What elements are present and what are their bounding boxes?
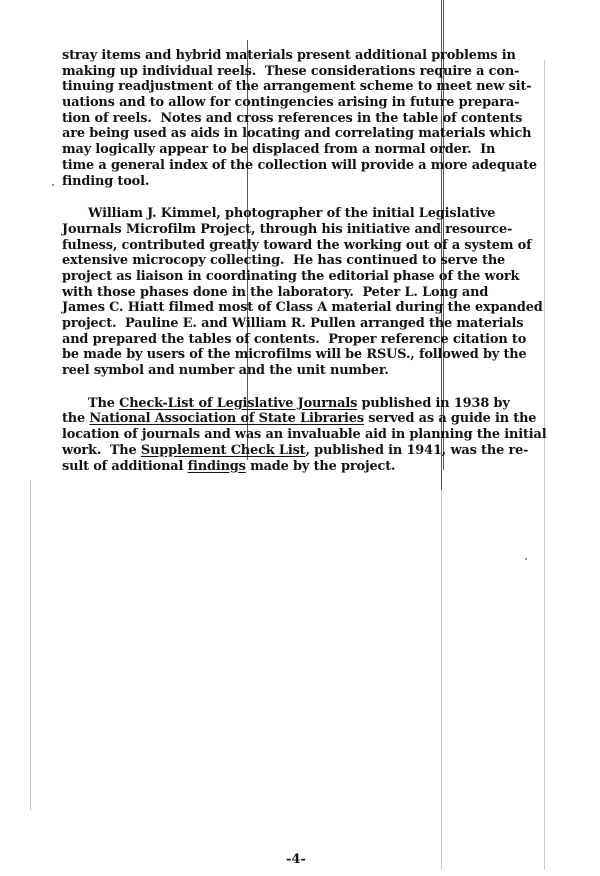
scan-speck	[52, 184, 54, 186]
supplement-title: Supplement Check List	[140, 442, 306, 458]
text-line: project as liaison in coordinating the editorial phase of the work	[62, 268, 520, 284]
text-line: William J. Kimmel, photographer of the initial Legislative	[62, 206, 496, 222]
text-line: finding tool.	[62, 173, 150, 189]
underlined-word: findings	[187, 458, 246, 474]
text-line: making up individual reels. These considerations require a con-	[62, 63, 520, 79]
checklist-title: Check-List of Legislative Journals	[119, 395, 358, 411]
paragraph-1	[62, 48, 570, 189]
text-span: published in 1938 by	[357, 395, 510, 411]
text-line: James C. Hiatt filmed most of Class A material during the expanded	[62, 300, 543, 316]
text-line: stray items and hybrid materials present additional problems in	[62, 48, 516, 63]
text-line: with those phases done in the laboratory. Peter L. Long and	[62, 284, 489, 300]
text-line: tion of reels. Notes and cross references in the table of contents	[62, 110, 523, 126]
text-span: sult of additional	[62, 458, 188, 474]
text-line: time a general index of the collection will provide a more adequate	[62, 157, 537, 173]
text-line: location of journals and was an invaluable aid in planning the initial	[62, 427, 547, 443]
text-span: the	[62, 411, 90, 427]
text-line: uations and to allow for contingencies arising in future prepara-	[62, 95, 520, 111]
text-line: project. Pauline E. and William R. Pullen arranged the materials	[62, 316, 524, 331]
text-line: reel symbol and number and the unit number.	[62, 363, 389, 379]
scan-streak	[441, 490, 442, 870]
paragraph-3	[62, 396, 570, 474]
text-line: tinuing readjustment of the arrangement scheme to meet new sit-	[62, 79, 532, 95]
scan-streak	[30, 480, 31, 810]
text-line: may logically appear to be displaced from a normal order. In	[62, 142, 496, 158]
text-line: extensive microcopy collecting. He has continued to serve the	[62, 253, 506, 269]
page-number: -4-	[286, 852, 306, 867]
text-span: made by the project.	[245, 458, 396, 474]
text-line: and prepared the tables of contents. Proper reference citation to	[62, 331, 527, 347]
body-text	[62, 48, 570, 474]
text-line	[62, 396, 570, 412]
text-span: served as a guide in the	[363, 411, 537, 427]
text-span: The	[62, 395, 120, 411]
text-line: be made by users of the microfilms will be RSUS., followed by the	[62, 347, 527, 363]
text-line: fulness, contributed greatly toward the working out of a system of	[62, 237, 532, 253]
association-name: National Association of State Libraries	[89, 411, 364, 427]
text-line: Journals Microfilm Project, through his initiative and resource-	[62, 221, 513, 237]
text-span: , published in 1941, was the re-	[305, 442, 529, 458]
text-line	[62, 443, 570, 459]
text-line	[62, 411, 570, 427]
paragraph-2	[62, 206, 570, 379]
scan-speck	[525, 558, 527, 560]
text-span: work. The	[62, 442, 141, 458]
text-line: are being used as aids in locating and correlating materials which	[62, 126, 532, 142]
text-line	[62, 459, 570, 475]
